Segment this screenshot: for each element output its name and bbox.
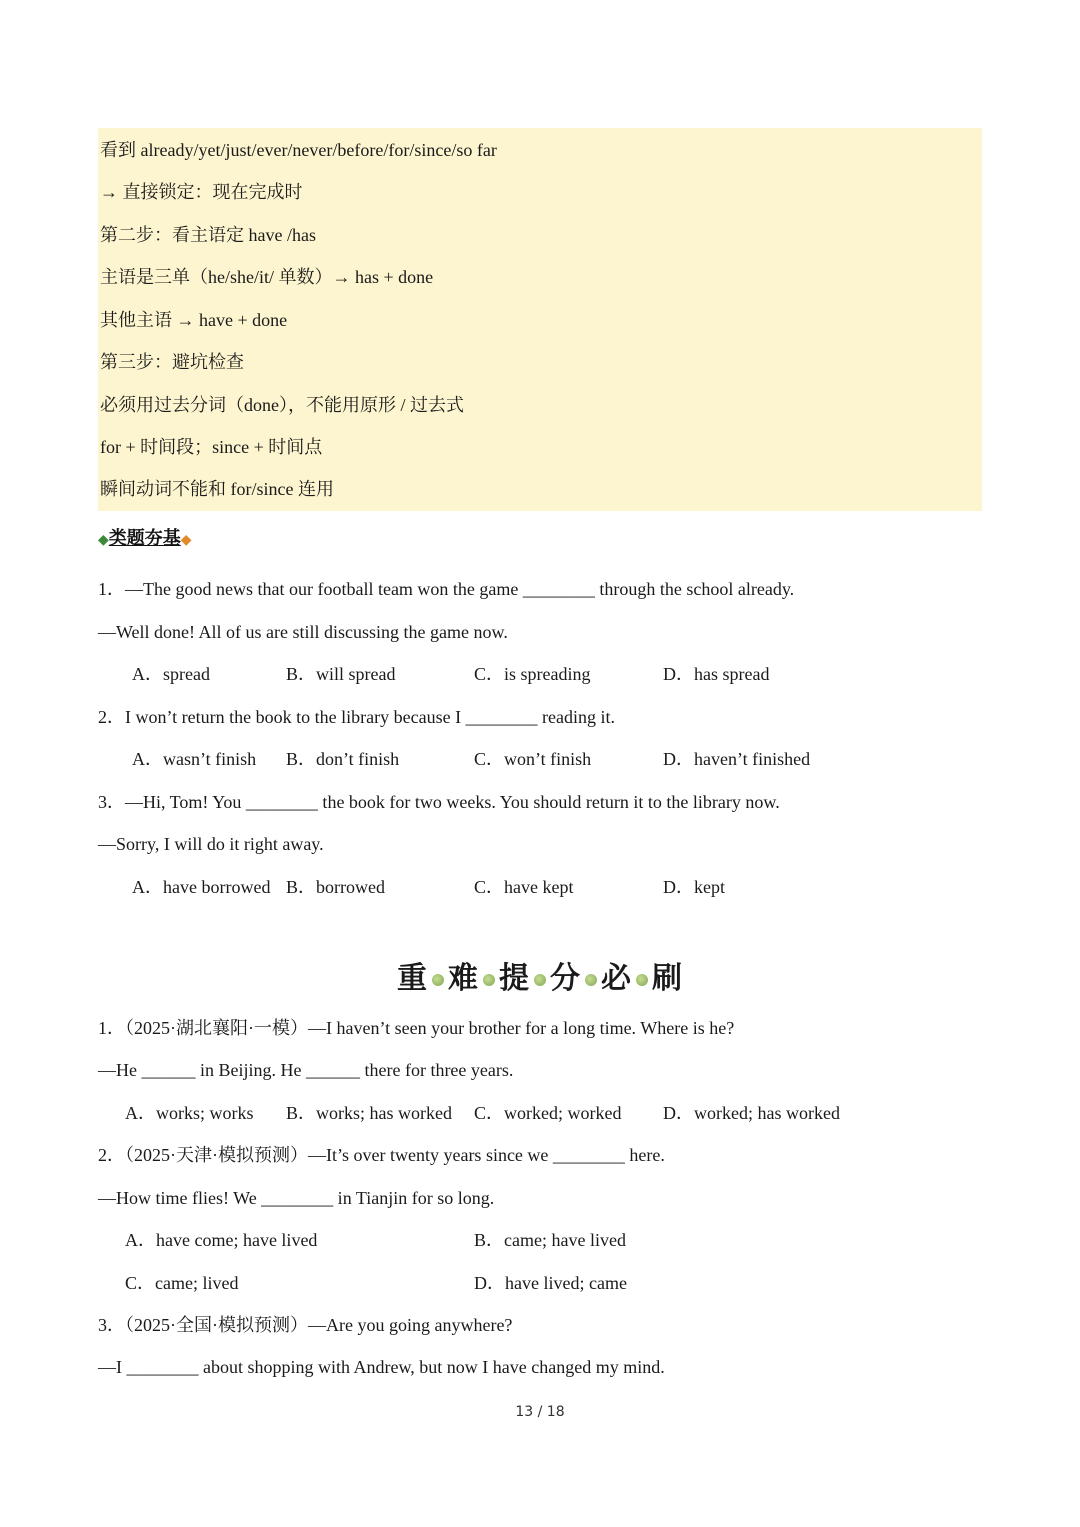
section-title: ◆类题夯基◆ bbox=[98, 528, 192, 549]
question-text: 3．—Hi, Tom! You ________ the book for two weeks. You should return it to the library now. bbox=[98, 792, 780, 812]
dot-icon bbox=[483, 974, 495, 986]
option-a: A．have borrowed bbox=[132, 877, 271, 897]
option-a: A．have come; have lived bbox=[125, 1230, 318, 1250]
question-text: 3．（2025·全国·模拟预测）—Are you going anywhere? bbox=[98, 1315, 513, 1335]
option-c: C．came; lived bbox=[125, 1273, 239, 1293]
tip-line: 其他主语 → have + done bbox=[100, 310, 288, 330]
dot-icon bbox=[534, 974, 546, 986]
question-text: 2．（2025·天津·模拟预测）—It’s over twenty years since we ________ here. bbox=[98, 1145, 665, 1165]
option-c: C．worked; worked bbox=[474, 1103, 622, 1123]
tip-line: 主语是三单（he/she/it/ 单数）→ has + done bbox=[100, 267, 434, 287]
question-text: 1．（2025·湖北襄阳·一模）—I haven’t seen your brother for a long time. Where is he? bbox=[98, 1018, 735, 1038]
tip-box bbox=[98, 128, 982, 511]
option-b: B．will spread bbox=[286, 664, 396, 684]
section-heading: 重 难 提 分 必 刷 bbox=[397, 961, 683, 996]
question-text: 1．—The good news that our football team won the game ________ through the school already. bbox=[98, 579, 795, 599]
dot-icon bbox=[636, 974, 648, 986]
option-d: D．kept bbox=[663, 877, 725, 897]
option-b: B．came; have lived bbox=[474, 1230, 626, 1250]
tip-line: 第二步：看主语定 have /has bbox=[100, 225, 316, 245]
question-text: 2．I won’t return the book to the library because I ________ reading it. bbox=[98, 707, 616, 727]
option-a: A．works; works bbox=[125, 1103, 254, 1123]
option-b: B．don’t finish bbox=[286, 749, 400, 769]
option-d: D．haven’t finished bbox=[663, 749, 811, 769]
option-a: A．wasn’t finish bbox=[132, 749, 257, 769]
tip-line: 第三步：避坑检查 bbox=[100, 352, 244, 372]
tip-line: for + 时间段；since + 时间点 bbox=[100, 437, 323, 457]
tip-line: 必须用过去分词（done），不能用原形 / 过去式 bbox=[100, 395, 464, 415]
dot-icon bbox=[432, 974, 444, 986]
question-text: —Well done! All of us are still discussing the game now. bbox=[98, 622, 508, 642]
question-text: —How time flies! We ________ in Tianjin for so long. bbox=[98, 1188, 495, 1208]
question-text: —He ______ in Beijing. He ______ there for three years. bbox=[98, 1060, 514, 1080]
diamond-icon: ◆ bbox=[180, 532, 192, 548]
option-b: B．works; has worked bbox=[286, 1103, 452, 1123]
tip-line: 瞬间动词不能和 for/since 连用 bbox=[100, 479, 334, 499]
question-text: —Sorry, I will do it right away. bbox=[98, 834, 324, 854]
option-c: C．have kept bbox=[474, 877, 574, 897]
option-d: D．worked; has worked bbox=[663, 1103, 840, 1123]
option-a: A．spread bbox=[132, 664, 210, 684]
dot-icon bbox=[585, 974, 597, 986]
option-c: C．won’t finish bbox=[474, 749, 592, 769]
diamond-icon: ◆ bbox=[98, 532, 109, 548]
option-d: D．has spread bbox=[663, 664, 770, 684]
question-text: —I ________ about shopping with Andrew, but now I have changed my mind. bbox=[98, 1357, 665, 1377]
page-number: 13 / 18 bbox=[515, 1404, 565, 1420]
option-b: B．borrowed bbox=[286, 877, 385, 897]
option-c: C．is spreading bbox=[474, 664, 591, 684]
option-d: D．have lived; came bbox=[474, 1273, 627, 1293]
tip-line: 看到 already/yet/just/ever/never/before/for/since/so far bbox=[100, 140, 497, 160]
tip-line: → 直接锁定：现在完成时 bbox=[100, 182, 303, 202]
